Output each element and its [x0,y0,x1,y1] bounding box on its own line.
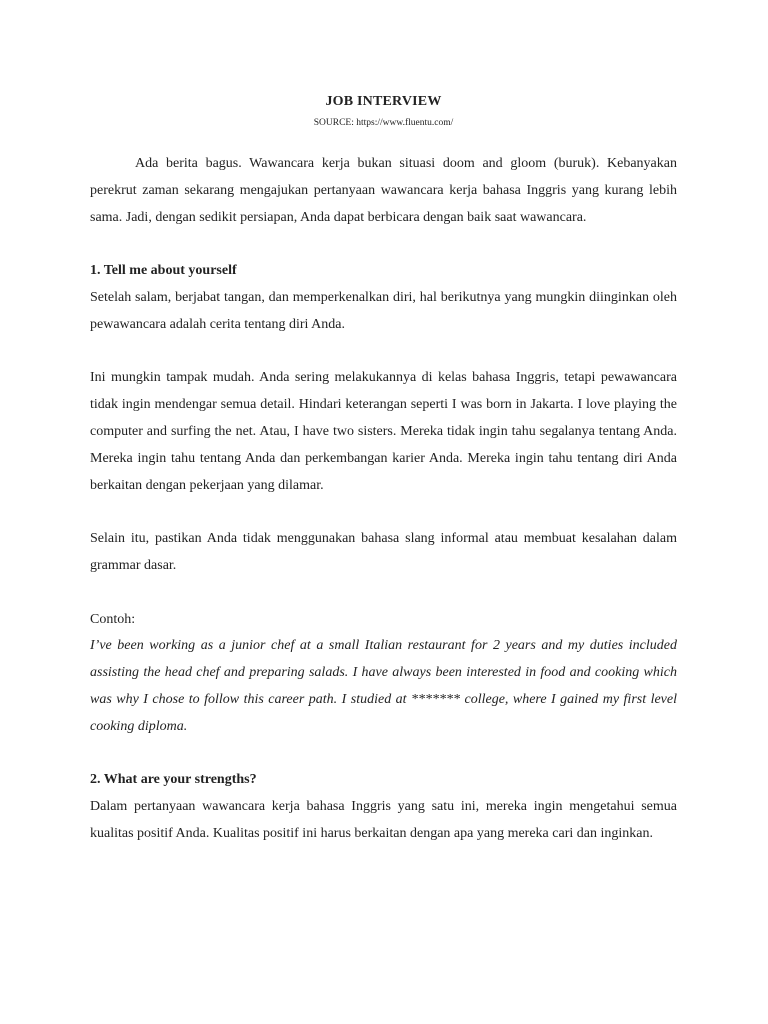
intro-paragraph: Ada berita bagus. Wawancara kerja bukan situasi doom and gloom (buruk). Kebanyakan perekrut zaman sekarang mengajukan pertanyaan wawancara kerja bahasa Inggris yang kurang lebih sama. Jadi, dengan sedikit persiapan, Anda dapat berbicara dengan baik saat wawancara. [90,156,677,225]
section-2-paragraph-1: Dalam pertanyaan wawancara kerja bahasa Inggris yang satu ini, mereka ingin mengetahui semua kualitas positif Anda. Kualitas positif ini harus berkaitan dengan apa yang mereka cari dan inginkan. [90,799,677,841]
section-1-paragraph-2: Ini mungkin tampak mudah. Anda sering melakukannya di kelas bahasa Inggris, tetapi pewawancara tidak ingin mendengar semua detail. Hindari keterangan seperti I was born in Jakarta. I love playing the computer and surfing the net. Atau, I have two sisters. Mereka tidak ingin tahu segalanya tentang Anda. Mereka ingin tahu tentang Anda dan perkembangan karier Anda. Mereka ingin tahu tentang diri Anda berkaitan dengan pekerjaan yang dilamar. [90,370,677,493]
section-heading-1: 1. Tell me about yourself [90,263,237,279]
example-text: I’ve been working as a junior chef at a small Italian restaurant for 2 years and my duties included assisting the head chef and preparing salads. I have always been interested in food and cooking which was why I chose to follow this career path. I studied at ******* college, where I gained my first level cooking diploma. [90,638,677,734]
document-title: JOB INTERVIEW [325,94,442,109]
section-1-paragraph-1: Setelah salam, berjabat tangan, dan memperkenalkan diri, hal berikutnya yang mungkin diinginkan oleh pewawancara adalah cerita tentang diri Anda. [90,289,677,332]
section-1-paragraph-3: Selain itu, pastikan Anda tidak menggunakan bahasa slang informal atau membuat kesalahan dalam grammar dasar. [90,531,677,573]
section-heading-2: 2. What are your strengths? [90,772,257,788]
source-line: SOURCE: https://www.fluentu.com/ [313,118,454,128]
example-label: Contoh: [90,611,136,627]
document-page [90,92,677,848]
